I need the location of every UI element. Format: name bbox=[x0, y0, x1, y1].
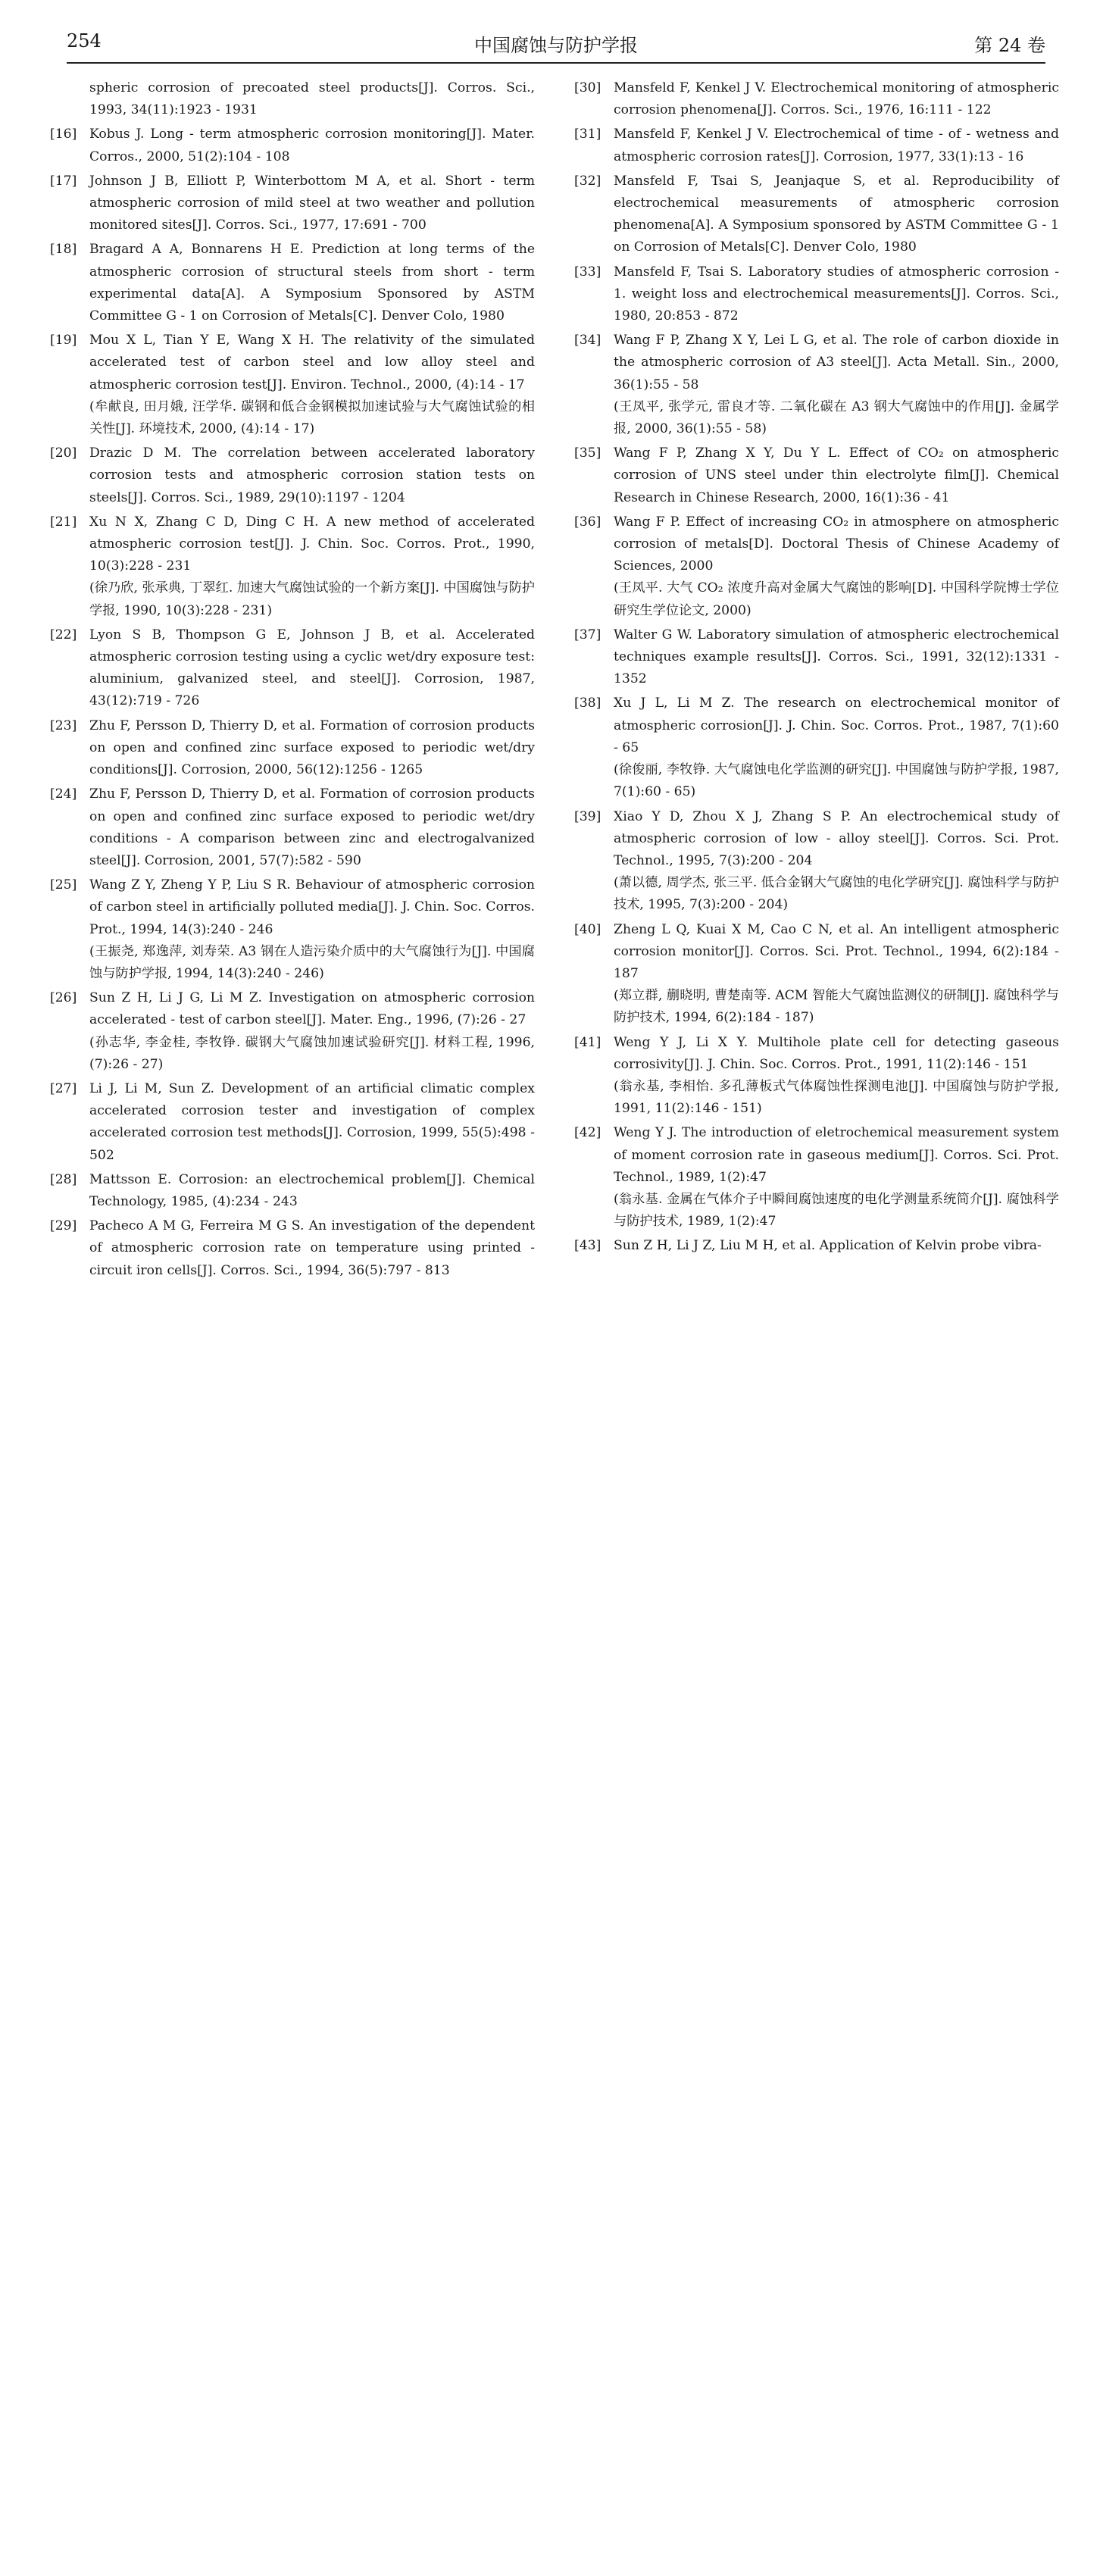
reference-item bbox=[50, 1078, 535, 1167]
reference-number: [39] bbox=[574, 808, 601, 824]
reference-item bbox=[50, 1169, 535, 1213]
reference-chinese-text: (王振尧, 郑逸萍, 刘寿荣. A3 钢在人造污染介质中的大气腐蚀行为[J]. 中国腐蚀与防护学报, 1994, 14(3):240 - 246) bbox=[89, 943, 535, 981]
reference-chinese-text: (翁永基, 李相怡. 多孔薄板式气体腐蚀性探测电池[J]. 中国腐蚀与防护学报, 1991, 11(2):146 - 151) bbox=[614, 1078, 1059, 1117]
reference-text: Pacheco A M G, Ferreira M G S. An investigation of the dependent of atmospheric corrosion rate on temperature using printed - circuit iron cells[J]. Corros. Sci., 1994, 36(5):797 - 813 bbox=[89, 1218, 535, 1278]
reference-text: Johnson J B, Elliott P, Winterbottom M A, et al. Short - term atmospheric corrosion of mild steel at two weather and pollution monitored sites[J]. Corros. Sci., 1977, 17:691 - 700 bbox=[89, 173, 535, 233]
reference-number: [34] bbox=[574, 333, 601, 349]
reference-text: Mattsson E. Corrosion: an electrochemical problem[J]. Chemical Technology, 1985, (4):234 - 243 bbox=[89, 1171, 535, 1209]
reference-item bbox=[50, 1215, 535, 1282]
reference-chinese-text: (孙志华, 李金桂, 李牧铮. 碳钢大气腐蚀加速试验研究[J]. 材料工程, 1996, (7):26 - 27) bbox=[89, 1034, 535, 1072]
reference-number: [40] bbox=[574, 921, 601, 937]
reference-number: [32] bbox=[574, 173, 601, 189]
reference-text: Lyon S B, Thompson G E, Johnson J B, et al. Accelerated atmospheric corrosion testing using a cyclic wet/dry exposure test: aluminium, galvanized steel, and steel[J]. Corrosion, 1987, 43(12):719 - 726 bbox=[89, 627, 535, 709]
reference-chinese-text: (牟献良, 田月娥, 汪学华. 碳钢和低合金钢模拟加速试验与大气腐蚀试验的相关性[J]. 环境技术, 2000, (4):14 - 17) bbox=[89, 399, 535, 437]
reference-number: [17] bbox=[50, 173, 77, 189]
reference-number: [26] bbox=[50, 990, 77, 1006]
reference-text: Xu N X, Zhang C D, Ding C H. A new method of accelerated atmospheric corrosion test[J]. J. Chin. Soc. Corros. Prot., 1990, 10(3):228 - 231 bbox=[89, 514, 535, 574]
reference-number: [24] bbox=[50, 786, 77, 802]
reference-item bbox=[574, 442, 1059, 509]
reference-number: [21] bbox=[50, 514, 77, 530]
reference-chinese-text: (萧以德, 周学杰, 张三平. 低合金钢大气腐蚀的电化学研究[J]. 腐蚀科学与防护技术, 1995, 7(3):200 - 204) bbox=[614, 875, 1059, 913]
reference-number: [28] bbox=[50, 1171, 77, 1187]
reference-item bbox=[50, 442, 535, 509]
right-reference-column bbox=[574, 77, 1059, 1260]
reference-item bbox=[50, 511, 535, 622]
reference-number: [23] bbox=[50, 717, 77, 733]
reference-item bbox=[574, 919, 1059, 1030]
page-header bbox=[67, 21, 1045, 59]
left-reference-column bbox=[50, 77, 535, 1284]
reference-chinese-text: (王凤平. 大气 CO₂ 浓度升高对金属大气腐蚀的影响[D]. 中国科学院博士学位研究生学位论文, 2000) bbox=[614, 580, 1059, 618]
reference-text: Sun Z H, Li J Z, Liu M H, et al. Application of Kelvin probe vibra- bbox=[614, 1238, 1042, 1254]
reference-item bbox=[50, 715, 535, 782]
reference-text: Mansfeld F, Kenkel J V. Electrochemical of time - of - wetness and atmospheric corrosion rates[J]. Corrosion, 1977, 33(1):13 - 16 bbox=[614, 127, 1059, 164]
reference-text: Li J, Li M, Sun Z. Development of an artificial climatic complex accelerated corrosion tester and investigation of complex accelerated corrosion test methods[J]. Corrosion, 1999, 55(5):498 - 502 bbox=[89, 1080, 535, 1163]
reference-number: [19] bbox=[50, 333, 77, 349]
reference-chinese-text: (翁永基. 金属在气体介子中瞬间腐蚀速度的电化学测量系统简介[J]. 腐蚀科学与防护技术, 1989, 1(2):47 bbox=[614, 1191, 1059, 1230]
reference-text: Walter G W. Laboratory simulation of atmospheric electrochemical techniques example results[J]. Corros. Sci., 1991, 32(12):1331 - 1352 bbox=[614, 627, 1059, 687]
reference-text: Mansfeld F, Tsai S. Laboratory studies of atmospheric corrosion - 1. weight loss and electrochemical measurements[J]. Corros. Sci., 1980, 20:853 - 872 bbox=[614, 264, 1059, 324]
reference-number: [33] bbox=[574, 264, 601, 280]
reference-text: Kobus J. Long - term atmospheric corrosion monitoring[J]. Mater. Corros., 2000, 51(2):104 - 108 bbox=[89, 127, 535, 164]
journal-title: 中国腐蚀与防护学报 bbox=[474, 35, 638, 56]
reference-text: Mou X L, Tian Y E, Wang X H. The relativity of the simulated accelerated test of carbon steel and low alloy steel and atmospheric corrosion test[J]. Environ. Technol., 2000, (4):14 - 17 bbox=[89, 333, 535, 392]
reference-text: Wang F P, Zhang X Y, Du Y L. Effect of CO₂ on atmospheric corrosion of UNS steel under thin electrolyte film[J]. Chemical Research in Chinese Research, 2000, 16(1):36 - 41 bbox=[614, 445, 1059, 505]
reference-number: [22] bbox=[50, 627, 77, 642]
reference-item bbox=[574, 1235, 1059, 1257]
page-number: 254 bbox=[67, 30, 102, 52]
reference-item bbox=[574, 806, 1059, 917]
volume-label: 第 24 卷 bbox=[974, 35, 1045, 56]
reference-item bbox=[50, 624, 535, 713]
reference-chinese-text: (徐俊丽, 李牧铮. 大气腐蚀电化学监测的研究[J]. 中国腐蚀与防护学报, 1987, 7(1):60 - 65) bbox=[614, 762, 1059, 800]
reference-number: [27] bbox=[50, 1080, 77, 1096]
reference-item bbox=[574, 1032, 1059, 1121]
reference-text: Weng Y J. The introduction of eletrochemical measurement system of moment corrosion rate in gaseous medium[J]. Corros. Sci. Prot. Technol., 1989, 1(2):47 bbox=[614, 1125, 1059, 1185]
reference-text: Drazic D M. The correlation between accelerated laboratory corrosion tests and atmospheric corrosion station tests on steels[J]. Corros. Sci., 1989, 29(10):1197 - 1204 bbox=[89, 445, 535, 505]
reference-text: Bragard A A, Bonnarens H E. Prediction at long terms of the atmospheric corrosion of structural steels from short - term experimental data[A]. A Symposium Sponsored by ASTM Committee G - 1 on Corrosion of Metals[C]. Denver Colo, 1980 bbox=[89, 242, 535, 324]
reference-item bbox=[574, 511, 1059, 622]
reference-chinese-text: (王凤平, 张学元, 雷良才等. 二氧化碳在 A3 钢大气腐蚀中的作用[J]. 金属学报, 2000, 36(1):55 - 58) bbox=[614, 399, 1059, 437]
reference-text: Zhu F, Persson D, Thierry D, et al. Formation of corrosion products on open and confined zinc surface exposed to periodic wet/dry conditions - A comparison between zinc and electrogalvanized steel[J]. Corrosion, 2001, 57(7):582 - 590 bbox=[89, 786, 535, 868]
reference-number: [16] bbox=[50, 127, 77, 142]
reference-number: [35] bbox=[574, 445, 601, 461]
reference-item bbox=[574, 1122, 1059, 1233]
reference-number: [38] bbox=[574, 696, 601, 711]
reference-number: [25] bbox=[50, 877, 77, 893]
reference-text: Wang Z Y, Zheng Y P, Liu S R. Behaviour of atmospheric corrosion of carbon steel in artificially polluted media[J]. J. Chin. Soc. Corros. Prot., 1994, 14(3):240 - 246 bbox=[89, 877, 535, 937]
reference-text: Mansfeld F, Tsai S, Jeanjaque S, et al. Reproducibility of electrochemical measurements of atmospheric corrosion phenomena[A]. A Symposium sponsored by ASTM Committee G - 1 on Corrosion of Metals[C]. Denver Colo, 1980 bbox=[614, 173, 1059, 255]
reference-number: [31] bbox=[574, 127, 601, 142]
reference-text: Weng Y J, Li X Y. Multihole plate cell for detecting gaseous corrosivity[J]. J. Chin. Soc. Corros. Prot., 1991, 11(2):146 - 151 bbox=[614, 1034, 1059, 1072]
reference-chinese-text: (徐乃欣, 张承典, 丁翠红. 加速大气腐蚀试验的一个新方案[J]. 中国腐蚀与防护学报, 1990, 10(3):228 - 231) bbox=[89, 580, 535, 618]
reference-item bbox=[50, 123, 535, 167]
reference-item bbox=[574, 123, 1059, 167]
reference-item bbox=[574, 77, 1059, 121]
reference-item bbox=[574, 261, 1059, 328]
reference-text: Wang F P. Effect of increasing CO₂ in atmosphere on atmospheric corrosion of metals[D]. Doctoral Thesis of Chinese Academy of Sciences, 2000 bbox=[614, 514, 1059, 574]
reference-item bbox=[50, 987, 535, 1076]
reference-item bbox=[574, 624, 1059, 691]
reference-number: [29] bbox=[50, 1218, 77, 1234]
reference-number: [42] bbox=[574, 1125, 601, 1141]
reference-item bbox=[574, 330, 1059, 440]
reference-chinese-text: (郑立群, 蒯晓明, 曹楚南等. ACM 智能大气腐蚀监测仪的研制[J]. 腐蚀科学与防护技术, 1994, 6(2):184 - 187) bbox=[614, 988, 1059, 1026]
reference-text: Mansfeld F, Kenkel J V. Electrochemical monitoring of atmospheric corrosion phenomena[J]. Corros. Sci., 1976, 16:111 - 122 bbox=[614, 80, 1059, 118]
reference-item bbox=[50, 77, 535, 121]
header-rule bbox=[67, 62, 1045, 64]
reference-text: Xiao Y D, Zhou X J, Zhang S P. An electrochemical study of atmospheric corrosion of low - alloy steel[J]. Corros. Sci. Prot. Technol., 1995, 7(3):200 - 204 bbox=[614, 808, 1059, 868]
reference-number: [41] bbox=[574, 1034, 601, 1050]
reference-item bbox=[574, 692, 1059, 803]
reference-item bbox=[574, 170, 1059, 259]
reference-number: [36] bbox=[574, 514, 601, 530]
reference-item bbox=[50, 239, 535, 327]
reference-text: Xu J L, Li M Z. The research on electrochemical monitor of atmospheric corrosion[J]. J. Chin. Soc. Corros. Prot., 1987, 7(1):60 - 65 bbox=[614, 696, 1059, 755]
reference-item bbox=[50, 783, 535, 872]
reference-text: Wang F P, Zhang X Y, Lei L G, et al. The role of carbon dioxide in the atmospheric corrosion of A3 steel[J]. Acta Metall. Sin., 2000, 36(1):55 - 58 bbox=[614, 333, 1059, 392]
reference-number: [20] bbox=[50, 445, 77, 461]
reference-number: [43] bbox=[574, 1238, 601, 1254]
reference-number: [18] bbox=[50, 242, 77, 258]
reference-text: spheric corrosion of precoated steel products[J]. Corros. Sci., 1993, 34(11):1923 - 1931 bbox=[89, 80, 535, 118]
reference-item bbox=[50, 170, 535, 237]
reference-item bbox=[50, 874, 535, 985]
reference-text: Sun Z H, Li J G, Li M Z. Investigation on atmospheric corrosion accelerated - test of carbon steel[J]. Mater. Eng., 1996, (7):26 - 27 bbox=[89, 990, 535, 1028]
reference-number: [30] bbox=[574, 80, 601, 95]
reference-number: [37] bbox=[574, 627, 601, 642]
reference-item bbox=[50, 330, 535, 440]
reference-text: Zheng L Q, Kuai X M, Cao C N, et al. An intelligent atmospheric corrosion monitor[J]. Corros. Sci. Prot. Technol., 1994, 6(2):184 - 187 bbox=[614, 921, 1059, 981]
reference-text: Zhu F, Persson D, Thierry D, et al. Formation of corrosion products on open and confined zinc surface exposed to periodic wet/dry conditions[J]. Corrosion, 2000, 56(12):1256 - 1265 bbox=[89, 717, 535, 778]
